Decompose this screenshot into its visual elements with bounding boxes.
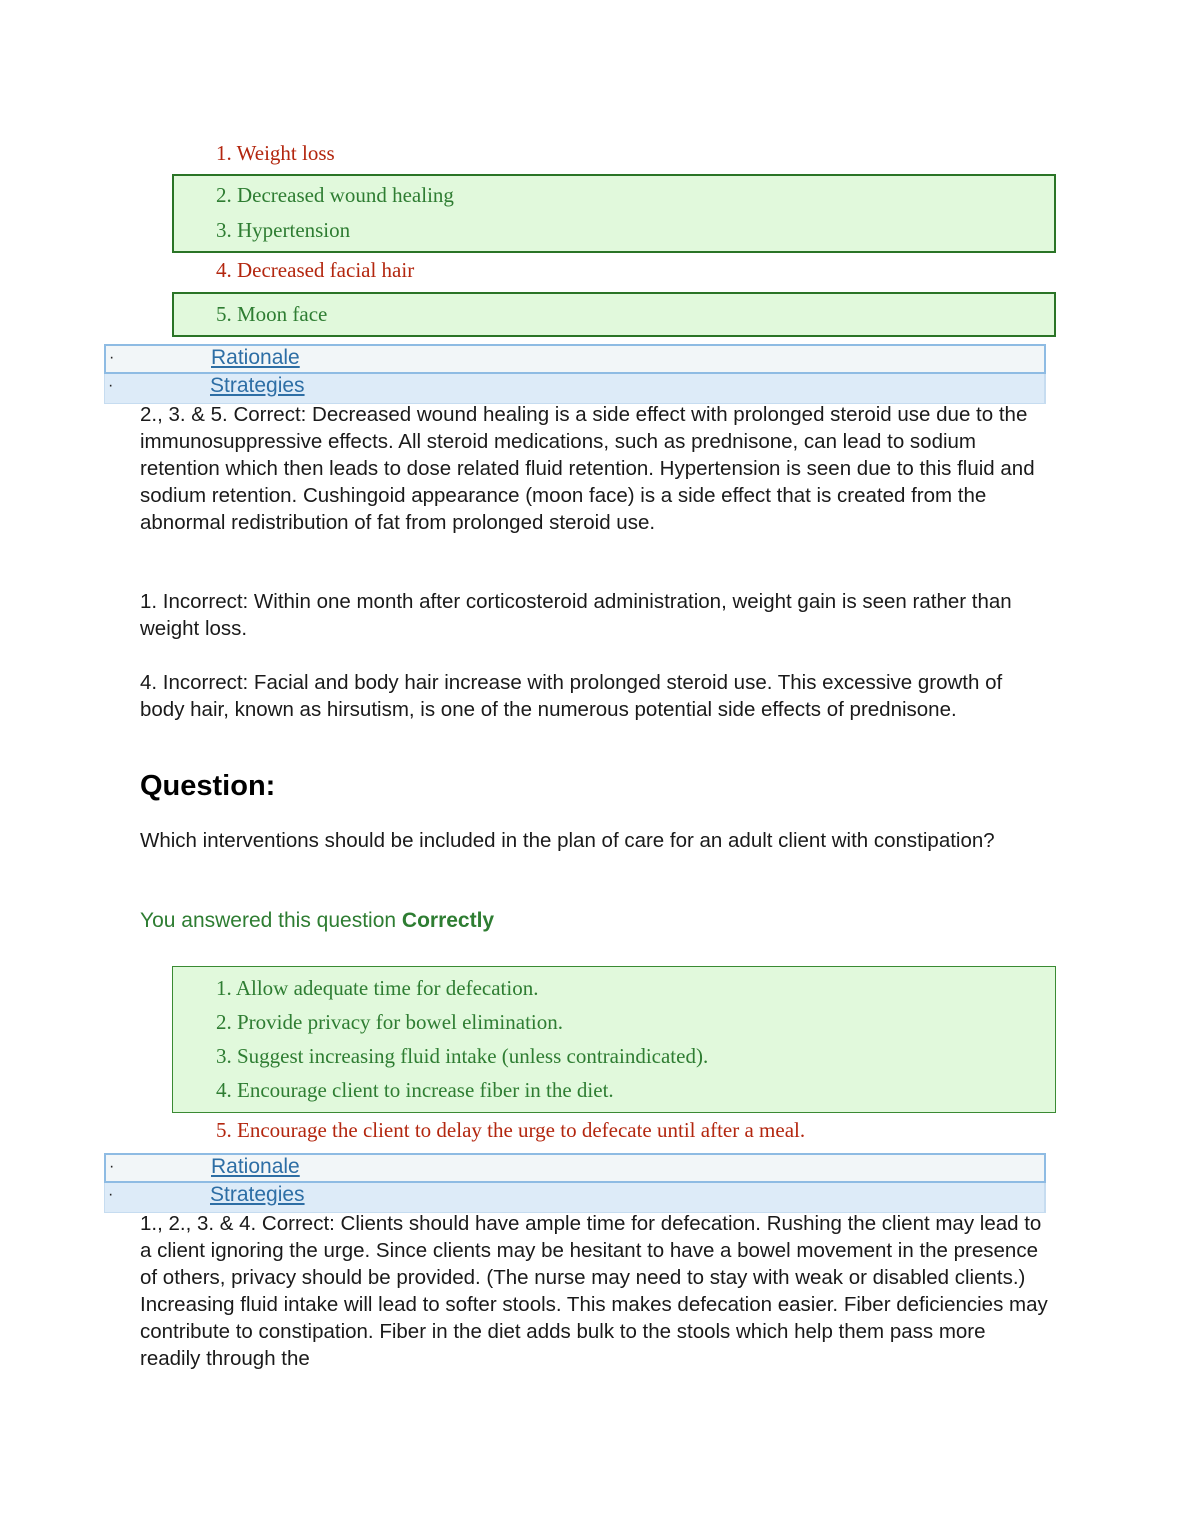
q2-option-3-correct: 3. Suggest increasing fluid intake (unless contraindicated). — [216, 1044, 709, 1068]
answer-result-prefix: You answered this question — [140, 909, 402, 932]
q1-option-1-incorrect: 1. Weight loss — [216, 141, 335, 165]
q2-strategies-tab[interactable] — [104, 1183, 1046, 1213]
q2-rationale-correct: 1., 2., 3. & 4. Correct: Clients should have ample time for defecation. Rushing the client may lead to a client ignoring the urge. Since clients may be hesitant to have a bowel movement in the presence of others, privacy should be provided. (The nurse may need to stay with weak or disabled clients.) Increasing fluid intake will lead to softer stools. This makes defecation easier. Fiber deficiencies may contribute to constipation. Fiber in the diet adds bulk to the stools which help them pass more readily through the — [140, 1212, 1048, 1370]
q2-option-5-incorrect: 5. Encourage the client to delay the urge to defecate until after a meal. — [216, 1118, 806, 1142]
q1-rationale-tab[interactable] — [104, 344, 1046, 374]
q2-option-4-correct: 4. Encourage client to increase fiber in the diet. — [216, 1078, 614, 1102]
question-heading: Question: — [140, 770, 276, 802]
q1-rationale-correct: 2., 3. & 5. Correct: Decreased wound healing is a side effect with prolonged steroid use due to the immunosuppressive effects. All steroid medications, such as prednisone, can lead to sodium retention which then leads to dose related fluid retention. Hypertension is seen due to this fluid and sodium retention. Cushingoid appearance (moon face) is a side effect that is created from the abnormal redistribution of fat from prolonged steroid use. — [140, 403, 1035, 534]
q2-option-2-correct: 2. Provide privacy for bowel elimination. — [216, 1010, 564, 1034]
bullet-icon: · — [108, 377, 114, 394]
answer-result — [140, 909, 494, 933]
q1-rationale-incorrect-1: 1. Incorrect: Within one month after corticosteroid administration, weight gain is seen rather than weight loss. — [140, 590, 1012, 640]
bullet-icon: · — [109, 349, 115, 366]
q2-rationale-link[interactable]: Rationale — [211, 1155, 300, 1178]
question-text: Which interventions should be included in the plan of care for an adult client with constipation? — [140, 829, 995, 852]
q1-option-3-correct: 3. Hypertension — [216, 218, 351, 242]
q1-rationale-link[interactable]: Rationale — [211, 346, 300, 369]
q2-option-1-correct: 1. Allow adequate time for defecation. — [216, 976, 539, 1000]
bullet-icon: · — [108, 1186, 114, 1203]
q1-rationale-incorrect-4: 4. Incorrect: Facial and body hair increase with prolonged steroid use. This excessive growth of body hair, known as hirsutism, is one of the numerous potential side effects of prednisone. — [140, 671, 1003, 721]
q1-strategies-link[interactable]: Strategies — [210, 374, 305, 397]
q1-option-4-incorrect: 4. Decreased facial hair — [216, 258, 415, 282]
q2-rationale-tab[interactable] — [104, 1153, 1046, 1183]
bullet-icon: · — [109, 1158, 115, 1175]
answer-result-status: Correctly — [401, 909, 495, 932]
q1-option-2-correct: 2. Decreased wound healing — [216, 183, 454, 207]
q1-option-5-correct: 5. Moon face — [216, 302, 328, 326]
q1-strategies-tab[interactable] — [104, 374, 1046, 404]
q2-strategies-link[interactable]: Strategies — [210, 1183, 305, 1206]
